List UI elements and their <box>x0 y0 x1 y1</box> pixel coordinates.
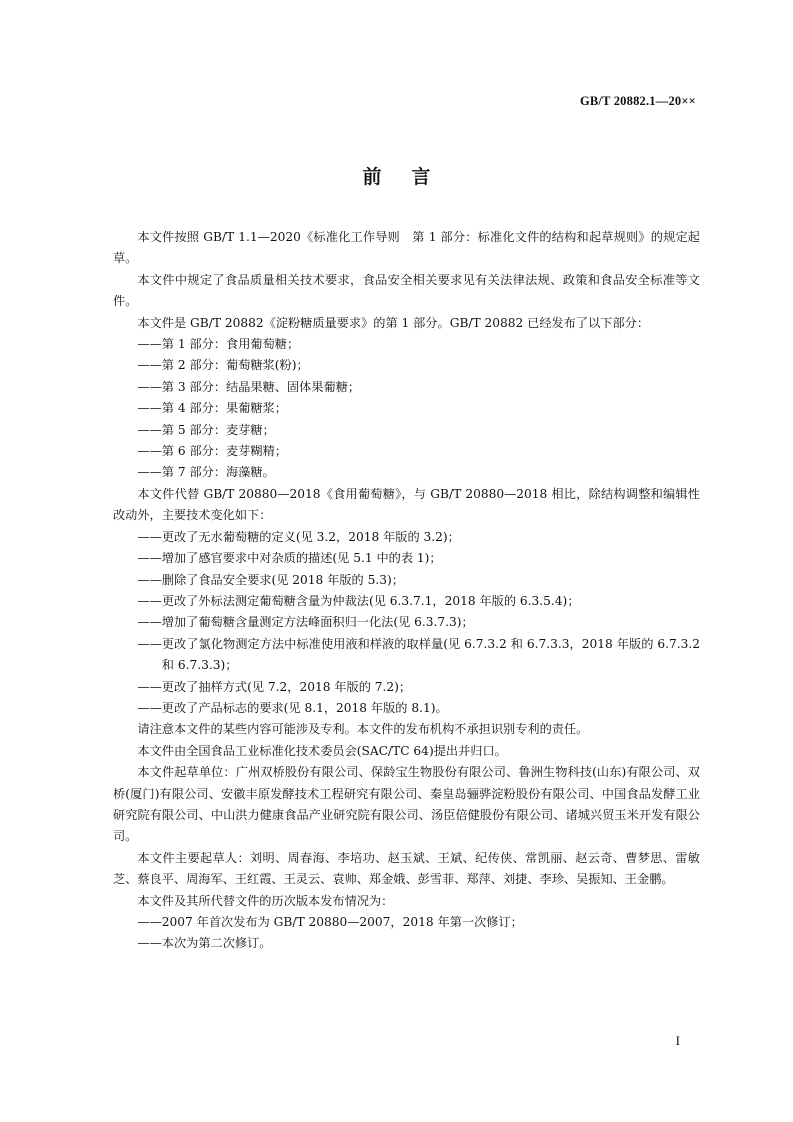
list-item: ——更改了产品标志的要求(见 8.1，2018 年版的 8.1)。 <box>137 700 448 715</box>
paragraph: 本文件是 GB/T 20882《淀粉糖质量要求》的第 1 部分。GB/T 20882 已经发布了以下部分： <box>137 315 650 330</box>
list-item: ——增加了葡萄糖含量测定方法峰面积归一化法(见 6.3.7.3)； <box>137 615 474 630</box>
paragraph: 本文件起草单位：广州双桥股份有限公司、保龄宝生物股份有限公司、鲁洲生物科技(山东)有限公司、双桥(厦门)有限公司、安徽丰原发酵技术工程研究有限公司、秦皇岛骊骅淀粉股份有限公司、中国食品发酵工业研究院有限公司、中山洪力健康食品产业研究院有限公司、汤臣倍健股份有限公司、诸城兴贸玉米开发有限公司。 <box>113 765 700 844</box>
list-item: ——第 5 部分：麦芽糖； <box>137 422 275 437</box>
list-item: ——第 6 部分：麦芽糊精； <box>137 444 287 459</box>
list-item: ——2007 年首次发布为 GB/T 20880—2007，2018 年第一次修订； <box>137 915 523 929</box>
paragraph: 本文件主要起草人：刘明、周春海、李培功、赵玉斌、王斌、纪传侠、常凯丽、赵云奇、曹梦思、雷敏芝、蔡良平、周海军、王红霞、王灵云、袁帅、郑金娥、彭雪菲、郑萍、刘捷、李珍、吴振知、王金鹏。 <box>113 850 700 887</box>
page-number: I <box>675 1033 680 1048</box>
paragraph: 本文件按照 GB/T 1.1—2020《标准化工作导则 第 1 部分：标准化文件的结构和起草规则》的规定起草。 <box>113 230 700 266</box>
paragraph: 本文件代替 GB/T 20880—2018《食用葡萄糖》，与 GB/T 20880—2018 相比，除结构调整和编辑性改动外，主要技术变化如下： <box>113 486 700 523</box>
list-item: ——更改了无水葡萄糖的定义(见 3.2，2018 年版的 3.2)； <box>137 529 460 544</box>
list-item: ——本次为第二次修订。 <box>137 936 272 951</box>
list-item: ——第 2 部分：葡萄糖浆(粉)； <box>137 358 309 373</box>
paragraph: 本文件由全国食品工业标准化技术委员会(SAC/TC 64)提出并归口。 <box>137 743 507 758</box>
paragraph: 请注意本文件的某些内容可能涉及专利。本文件的发布机构不承担识别专利的责任。 <box>137 722 589 737</box>
list-item: ——增加了感官要求中对杂质的描述(见 5.1 中的表 1)； <box>137 551 442 566</box>
standard-code: GB/T 20882.1—20×× <box>579 94 696 108</box>
paragraph: 本文件及其所代替文件的历次版本发布情况为： <box>137 893 394 908</box>
page-title: 前言 <box>362 166 461 188</box>
paragraph: 本文件中规定了食品质量相关技术要求，食品安全相关要求见有关法律法规、政策和食品安全标准等文件。 <box>113 272 700 309</box>
list-item: ——第 1 部分：食用葡萄糖； <box>137 337 300 352</box>
list-item: ——更改了抽样方式(见 7.2，2018 年版的 7.2)； <box>137 679 412 694</box>
list-item: ——删除了食品安全要求(见 2018 年版的 5.3)； <box>137 572 404 587</box>
list-item: ——第 4 部分：果葡糖浆； <box>137 401 287 416</box>
list-item: ——更改了氯化物测定方法中标准使用液和样液的取样量(见 6.7.3.2 和 6.7.3.3，2018 年版的 6.7.3.2 和 6.7.3.3)； <box>137 636 700 673</box>
list-item: ——第 3 部分：结晶果糖、固体果葡糖； <box>137 379 361 394</box>
list-item: ——第 7 部分：海藻糖。 <box>137 465 275 480</box>
foreword-body <box>113 227 700 955</box>
list-item: ——更改了外标法测定葡萄糖含量为仲裁法(见 6.3.7.1，2018 年版的 6.3.5.4)； <box>137 593 580 608</box>
